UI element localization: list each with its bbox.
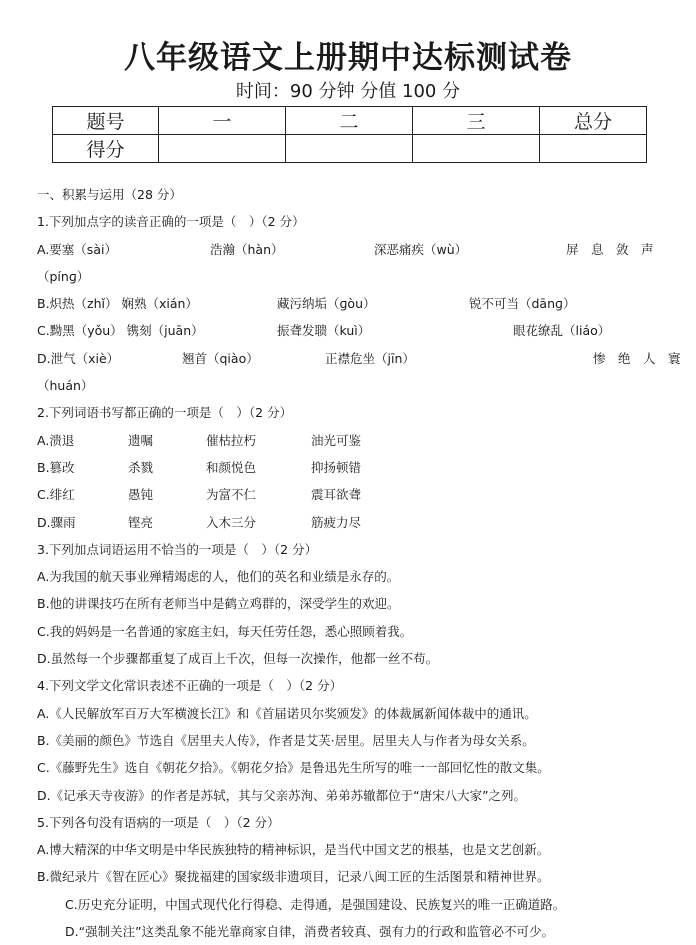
option-b-item: 和颜悦色	[206, 459, 257, 475]
option-c-item: 为富不仁	[206, 487, 257, 503]
option-d-item: 正襟危坐（jīn）	[325, 350, 415, 366]
option-c-item: 振聋发聩（kuì）	[277, 323, 371, 339]
exam-body	[37, 181, 681, 945]
option-c-item: 震耳欲聋	[311, 487, 362, 503]
option-a-item: 油光可鉴	[311, 432, 362, 448]
option-d-text: D.骤雨	[37, 514, 76, 530]
option-b-item: 锐不可当（dānɡ）	[469, 296, 576, 312]
score-table-cell: 一	[159, 107, 286, 135]
option-d-item: 筋疲力尽	[311, 514, 362, 530]
option-d-item: 入木三分	[206, 514, 257, 530]
option-a-text: A.要塞（sài）	[37, 241, 117, 257]
option-d-item: 惨 绝 人 寰	[593, 350, 681, 366]
option-b-item: 杀戮	[128, 459, 154, 475]
option-row	[37, 509, 662, 536]
exam-subtitle: 时间：90 分钟 分值 100 分	[235, 81, 461, 102]
option-a-item: 遗嘱	[128, 432, 154, 448]
option-row	[37, 236, 662, 263]
option-a-text: A.《人民解放军百万大军横渡长江》和《首届诺贝尔奖颁发》的体裁属新闻体裁中的通讯。	[37, 705, 537, 721]
option-continuation: （pínɡ）	[37, 268, 90, 284]
option-c-text: C.绯红	[37, 487, 75, 503]
score-table-cell: 二	[286, 107, 413, 135]
score-table-cell: 总分	[540, 107, 647, 135]
option-a-text: A.溃退	[37, 432, 75, 448]
score-table-score-row	[53, 135, 647, 163]
score-entry-cell[interactable]	[286, 135, 413, 163]
score-entry-cell[interactable]	[413, 135, 540, 163]
option-a-item: 屏 息 敛 声	[566, 241, 654, 257]
option-a-item: 深恶痛疾（wù）	[374, 241, 468, 257]
option-d-text: D.虽然每一个步骤都重复了成百上千次，但每一次操作，他都一丝不苟。	[37, 651, 439, 667]
question-stem: 1.下列加点字的读音正确的一项是（ ）（2 分）	[37, 214, 305, 230]
option-a-item: 催枯拉朽	[206, 432, 257, 448]
score-table	[52, 106, 647, 163]
score-entry-cell[interactable]	[540, 135, 647, 163]
option-b-text: B.他的讲课技巧在所有老师当中是鹤立鸡群的，深受学生的欢迎。	[37, 596, 400, 612]
option-b-text: B.微纪录片《智在匠心》聚拢福建的国家级非遗项目，记录八闽工匠的生活图景和精神世界。	[37, 869, 550, 885]
option-b-text: B.《美丽的颜色》节选自《居里夫人传》，作者是艾芙·居里。居里夫人与作者为母女关系。	[37, 732, 535, 748]
option-c-text: C.黝黑（yǒu） 镌刻（juān）	[37, 323, 204, 339]
option-row	[37, 317, 662, 344]
option-c-text: C.我的妈妈是一名普通的家庭主妇，每天任劳任怨，悉心照顾着我。	[37, 623, 413, 639]
option-continuation: （huán）	[37, 378, 94, 394]
score-table-cell: 题号	[53, 107, 159, 135]
question-stem: 4.下列文学文化常识表述不正确的一项是（ ）（2 分）	[37, 678, 343, 694]
option-b-item: 藏污纳垢（ɡòu）	[277, 296, 376, 312]
option-row	[37, 481, 662, 508]
option-c-item: 眼花缭乱（liáo）	[513, 323, 611, 339]
option-b-text: B.炽热（zhǐ） 娴熟（xián）	[37, 296, 198, 312]
option-b-text: B.篡改	[37, 459, 75, 475]
question-stem: 2.下列词语书写都正确的一项是（ ）（2 分）	[37, 405, 293, 421]
score-table-cell: 三	[413, 107, 540, 135]
option-d-text: D.“强制关注”这类乱象不能光靠商家自律，消费者较真、强有力的行政和监管必不可少。	[65, 924, 555, 940]
score-table-header-row	[53, 107, 647, 135]
option-a-item: 浩瀚（hàn）	[210, 241, 284, 257]
section-heading: 一、积累与运用（28 分）	[37, 187, 182, 202]
option-d-item: 翘首（qiào）	[182, 350, 259, 366]
option-c-text: C.历史充分证明，中国式现代化行得稳、走得通，是强国建设、民族复兴的唯一正确道路。	[65, 896, 566, 912]
exam-title: 八年级语文上册期中达标测试卷	[124, 40, 572, 76]
option-a-text: A.博大精深的中华文明是中华民族独特的精神标识，是当代中国文艺的根基，也是文艺创新。	[37, 842, 550, 858]
option-row	[37, 345, 681, 372]
option-c-text: C.《藤野先生》选自《朝花夕拾》。《朝花夕拾》是鲁迅先生所写的唯一一部回忆性的散文集。	[37, 760, 550, 776]
option-d-text: D.泄气（xiè）	[37, 350, 120, 366]
option-d-item: 铿亮	[128, 514, 154, 530]
option-d-text: D.《记承天寺夜游》的作者是苏轼，其与父亲苏洵、弟弟苏辙都位于“唐宋八大家”之列。	[37, 787, 527, 803]
option-a-text: A.为我国的航天事业殚精竭虑的人，他们的英名和业绩是永存的。	[37, 569, 400, 585]
option-row	[37, 454, 662, 481]
question-stem: 3.下列加点词语运用不恰当的一项是（ ）（2 分）	[37, 541, 318, 557]
option-b-item: 抑扬顿错	[311, 459, 362, 475]
option-row	[37, 290, 662, 317]
score-entry-cell[interactable]	[159, 135, 286, 163]
option-row	[37, 427, 662, 454]
question-stem: 5.下列各句没有语病的一项是（ ）（2 分）	[37, 814, 280, 830]
score-table-cell: 得分	[53, 135, 159, 163]
option-c-item: 愚钝	[128, 487, 154, 503]
